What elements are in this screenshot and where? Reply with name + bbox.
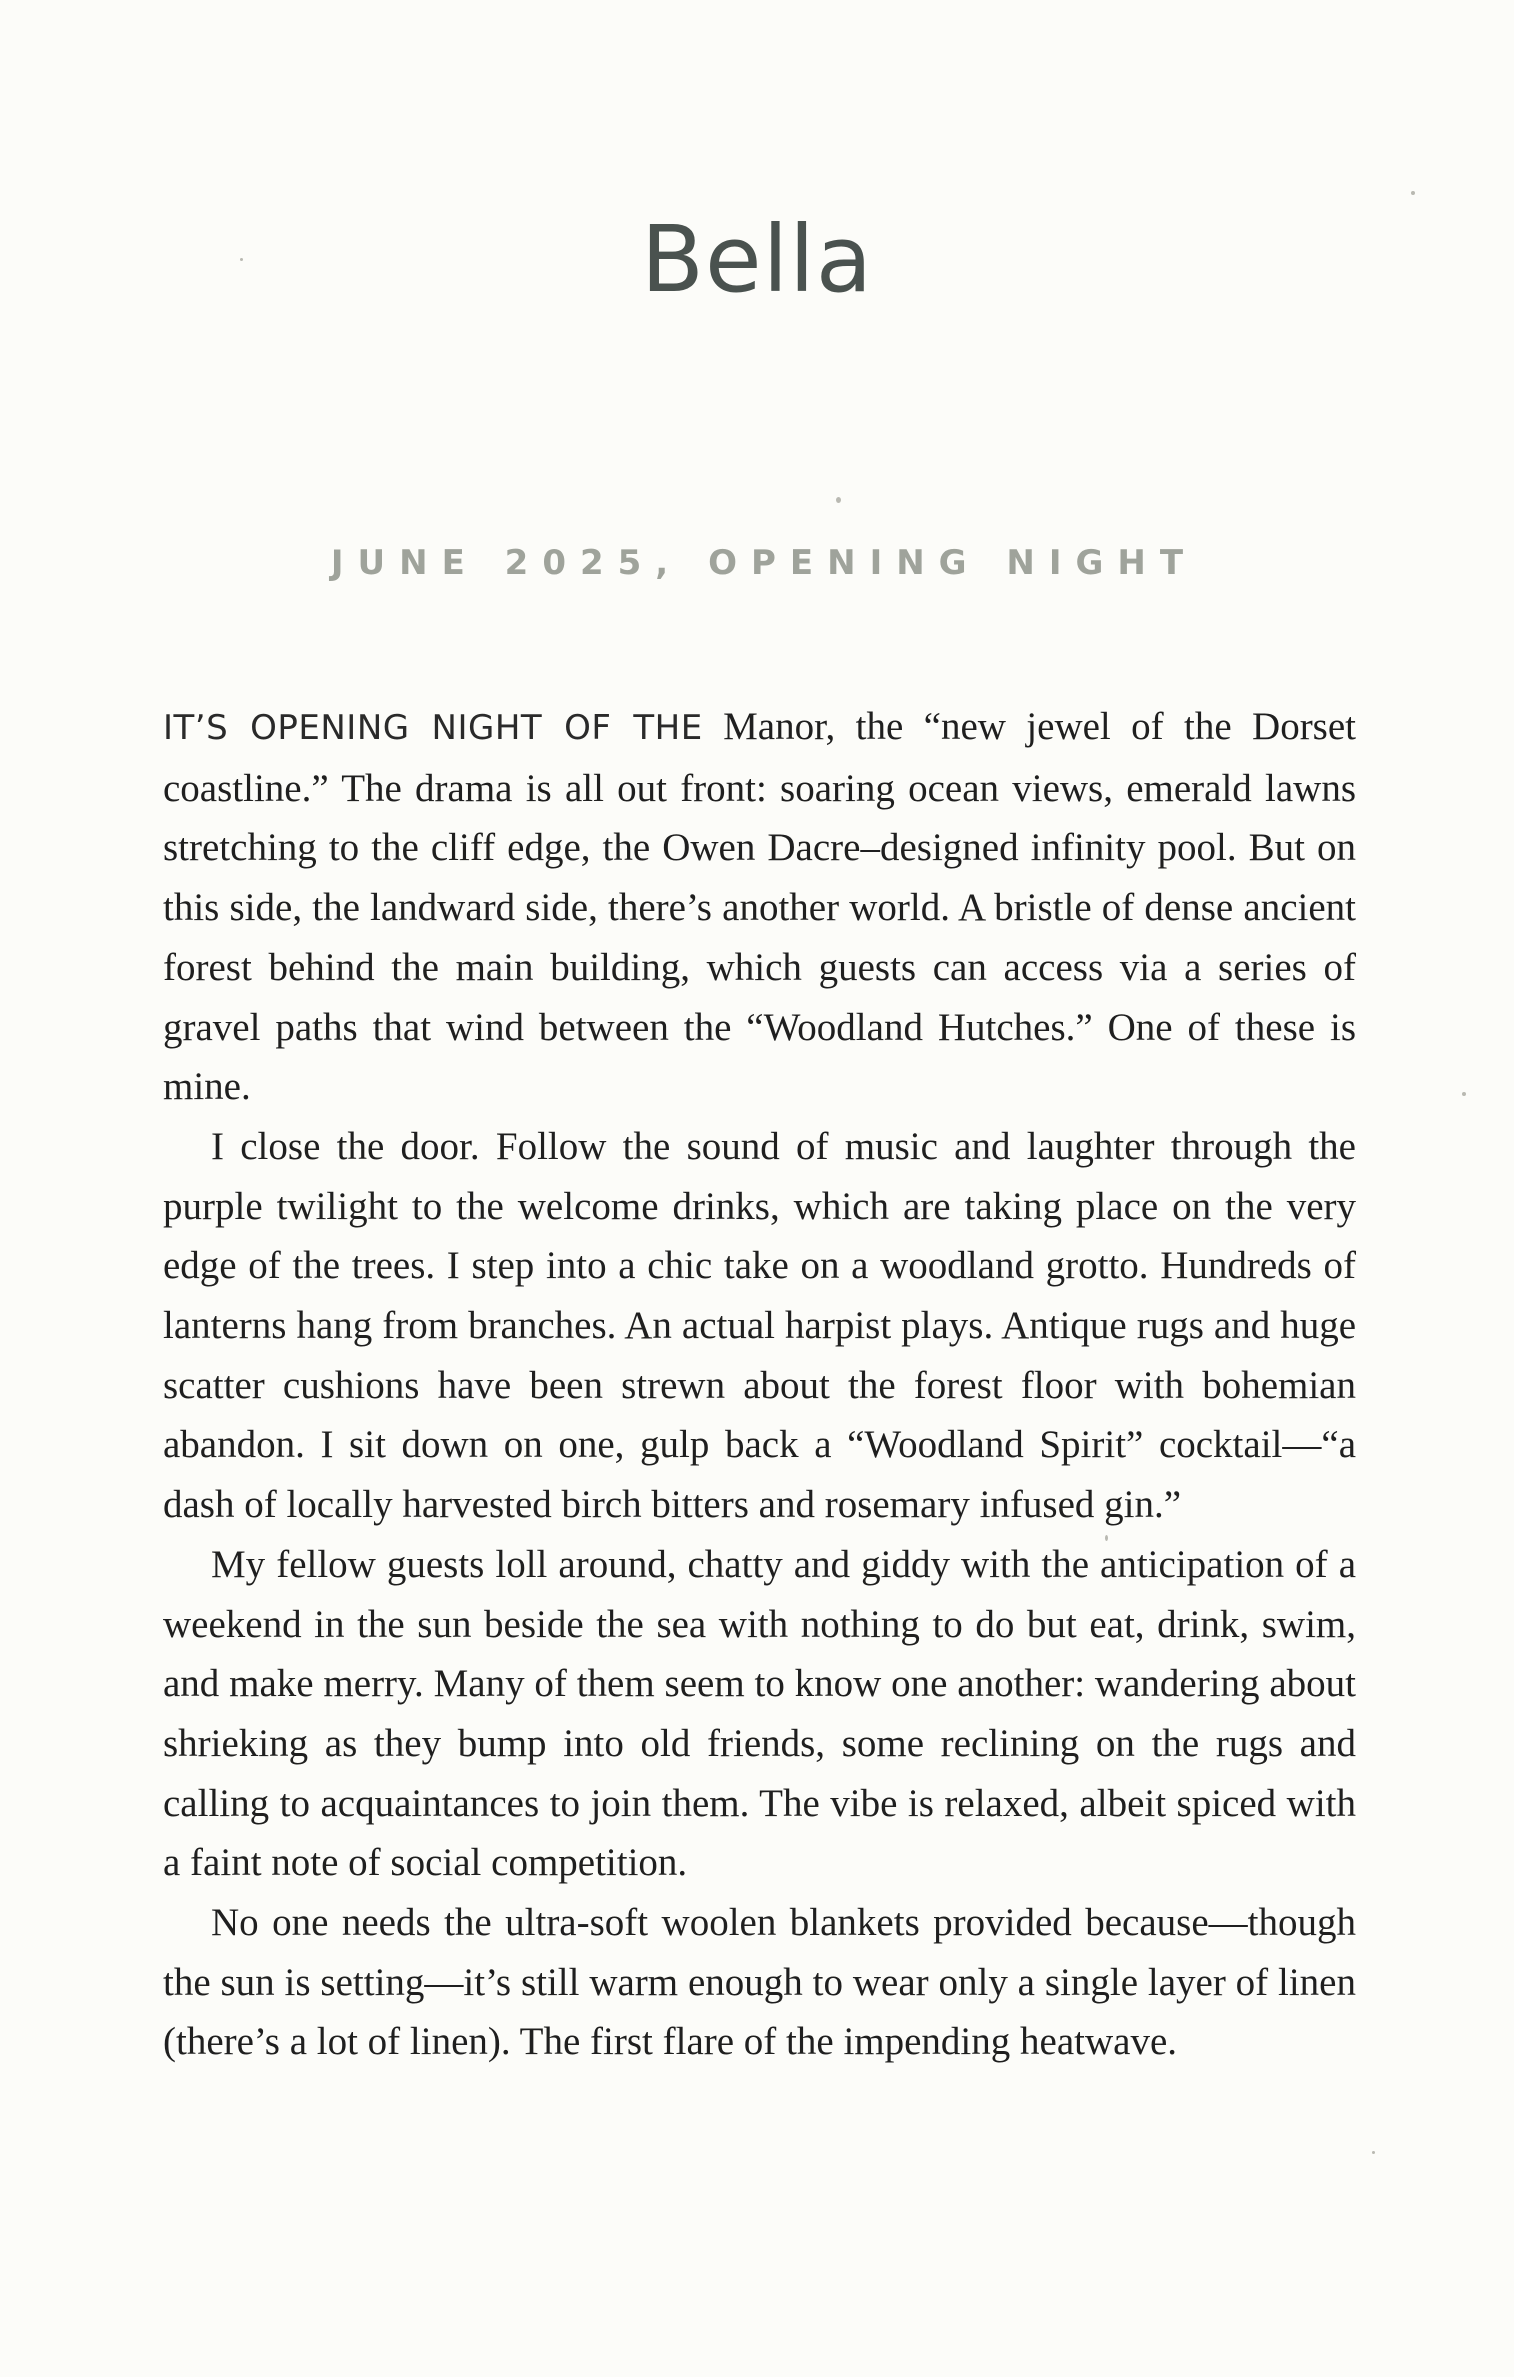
paragraph-1 [163,697,1356,1117]
paragraph-3: My fellow guests loll around, chatty and giddy with the anticipation of a weekend in the sun beside the sea with nothing to do but eat, drink, swim, and make merry. Many of them seem to know one another: wandering about shrieking as they bump into old friends, some reclining on the rugs and calling to acquaintances to join them. The vibe is relaxed, albeit spiced with a faint note of social competition. [163,1542,1356,1885]
opening-lead-in: IT’S OPENING NIGHT OF THE [163,708,703,748]
paragraph-2: I close the door. Follow the sound of music and laughter through the purple twilight to the welcome drinks, which are taking place on the very edge of the trees. I step into a chic take on a woodland grotto. Hundreds of lanterns hang from branches. An actual harpist plays. Antique rugs and huge scatter cushions have been strewn about the forest floor with bohemian abandon. I sit down on one, gulp back a “Woodland Spirit” cocktail—“a dash of locally harvested birch bitters and rosemary infused gin.” [163,1124,1356,1527]
body-text [163,697,1356,2072]
scan-speck [1411,191,1415,195]
paragraph-4: No one needs the ultra-soft woolen blankets provided because—though the sun is setting—it’s still warm enough to wear only a single layer of linen (there’s a lot of linen). The first flare of the impending heatwave. [163,1901,1356,2064]
chapter-title: Bella [640,206,874,313]
paragraph-1-text: Manor, the “new jewel of the Dorset coastline.” The drama is all out front: soaring ocean views, emerald lawns stretching to the cliff edge, the Owen Dacre–designed infinity pool. But on this side, the landward side, there’s another world. A bristle of dense ancient forest behind the main building, which guests can access via a series of gravel paths that wind between the “Woodland Hutches.” One of these is mine. [163,705,1357,1109]
scan-speck [1462,1092,1466,1096]
scan-speck [240,258,243,261]
scan-speck [836,497,841,503]
scan-speck [1372,2151,1375,2154]
chapter-dateline: JUNE 2025, OPENING NIGHT [330,543,1198,583]
scan-speck [1105,1535,1108,1541]
